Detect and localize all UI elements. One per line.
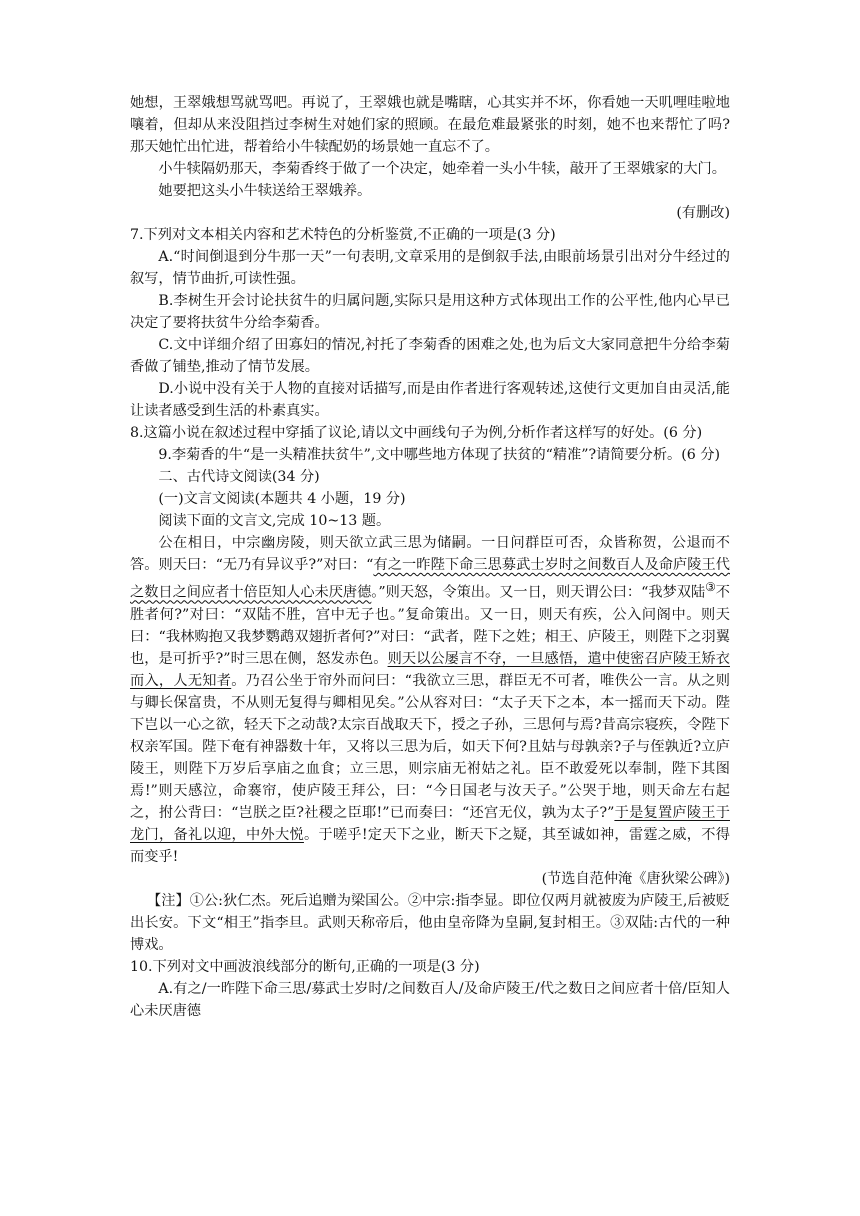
question-10-stem: 10.下列对文中画波浪线部分的断句,正确的一项是(3 分)	[130, 958, 480, 975]
question-7-stem: 7.下列对文本相关内容和艺术特色的分析鉴赏,不正确的一项是(3 分)	[130, 227, 556, 243]
underlined-sentence-1: 则天以公屡言不夺，一旦感悟，遣中使密召庐陵王矫衣而入，人无知者	[130, 650, 730, 689]
classical-text-part-2: 。”则天怒，令策出。又一日，则天谓公曰：“我梦双陆	[371, 584, 706, 601]
story-source-note: (有删改)	[676, 205, 730, 221]
classical-text-part-1: 公在相日，中宗幽房陵，则天欲立武三思为储嗣。一日问群臣可否，众皆称贺，公退而不答。则天曰：“无乃有异议乎?”对曰：“	[130, 535, 730, 573]
section-2-subtitle: (一)文言文阅读(本题共 4 小题，19 分)	[158, 491, 406, 507]
story-paragraph-3: 她要把这头小牛犊送给王翠娥养。	[158, 183, 372, 199]
question-9: 9.李菊香的牛“是一头精准扶贫牛”,文中哪些地方体现了扶贫的“精准”?请简要分析。(6 分)	[158, 447, 721, 463]
story-paragraph-1: 她想，王翠娥想骂就骂吧。再说了，王翠娥也就是嘴瞎，心其实并不坏，你看她一天叽哩哇啦地嚷着，但却从来没阻挡过李树生对她们家的照顾。在最危难最紧张的时刻，她不也来帮忙了吗?那天她忙出忙进，帮着给小牛犊配奶的场景她一直忘不了。	[130, 95, 730, 155]
page-content	[130, 92, 730, 1022]
classical-source: (节选自范仲淹《唐狄梁公碑》)	[541, 870, 730, 887]
question-10-option-a: A.有之/一昨陛下命三思/募武士岁时/之间数百人/及命庐陵王/代之数日之间应者十倍/臣知人心未厌唐德	[130, 980, 730, 1019]
story-paragraph-2: 小牛犊隔奶那天，李菊香终于做了一个决定，她牵着一头小牛犊，敲开了王翠娥家的大门。	[158, 161, 726, 177]
notes-label: 【注】	[147, 892, 190, 909]
classical-text-part-3: 不胜者何?”对曰：“双陆不胜，宫中无子也。”复命策出。又一日，则天有疾，公入问阁中。则天曰：“我林购抱又我梦鹦鹉双翅折者何?”对曰：“武者，陛下之姓；相王、庐陵王，则陛下之羽翼也，是可折乎?”时三思在侧，怒发赤色。	[130, 584, 730, 667]
classical-text-part-4: 。乃召公坐于帘外而问曰：“我欲立三思，群臣无不可者，唯佚公一言。从之则与卿长保富贵，不从则无复得与卿相见矣。”公从容对曰：“太子天下之本，本一摇而天下动。陛下岂以一心之欲，轻天下之动哉?太宗百战取天下，授之子孙，三思何与焉?昔高宗寝疾，令陛下权亲军国。陛下奄有神器数十年，又将以三思为后，如天下何?且姑与母孰亲?子与侄孰近?立庐陵王，则陛下万岁后享庙之血食；立三思，则宗庙无祔姑之礼。臣不敢爱死以奉制，陛下其图焉!”则天感泣，命褰帘，使庐陵王拜公，曰：“今日国老与汝天子。”公哭于地，则天命左右起之，拊公背曰：“岂朕之臣?社稷之臣耶!”已而奏曰：“还宫无仪，孰为太子?”	[130, 672, 730, 821]
question-7-option-b: B.李树生开会讨论扶贫牛的归属问题,实际只是用这种方式体现出工作的公平性,他内心早已决定了要将扶贫牛分给李菊香。	[130, 293, 730, 331]
question-7-option-c: C.文中详细介绍了田寡妇的情况,衬托了李菊香的困难之处,也为后文大家同意把牛分给李菊香做了铺垫,推动了情节发展。	[130, 337, 730, 375]
section-2-instruction: 阅读下面的文言文,完成 10~13 题。	[158, 513, 391, 529]
section-2-title: 二、古代诗文阅读(34 分)	[158, 469, 320, 485]
notes-text: ①公:狄仁杰。死后追赠为梁国公。②中宗:指李显。即位仅两月就被废为庐陵王,后被贬出长安。下文“相王”指李旦。武则天称帝后，他由皇帝降为皇嗣,复封相王。③双陆:古代的一种博戏。	[130, 892, 730, 953]
classical-text-part-5: 。于嗟乎!定天下之业，断天下之疑，其至诚如神，雷霆之威，不得而变乎!	[130, 826, 730, 865]
underlined-sentence-2: 于是复置庐陵王于龙门，备礼以迎，中外大悦	[130, 804, 730, 843]
wavy-underlined-passage: 有之一昨陛下命三思募武士岁时之间数百人及命庐陵王代之数日之间应者十倍臣知人心未厌唐德	[130, 557, 730, 601]
question-7-option-a: A.“时间倒退到分牛那一天”一句表明,文章采用的是倒叙手法,由眼前场景引出对分牛经过的叙写，情节曲折,可读性强。	[130, 249, 730, 287]
classical-text	[130, 532, 730, 868]
annotation-notes	[130, 890, 730, 956]
question-8: 8.这篇小说在叙述过程中穿插了议论,请以文中画线句子为例,分析作者这样写的好处。(6 分)	[130, 425, 703, 441]
note-marker-3: ③	[705, 580, 716, 594]
question-7-option-d: D.小说中没有关于人物的直接对话描写,而是由作者进行客观转述,这使行文更加自由灵活,能让读者感受到生活的朴素真实。	[130, 381, 730, 419]
